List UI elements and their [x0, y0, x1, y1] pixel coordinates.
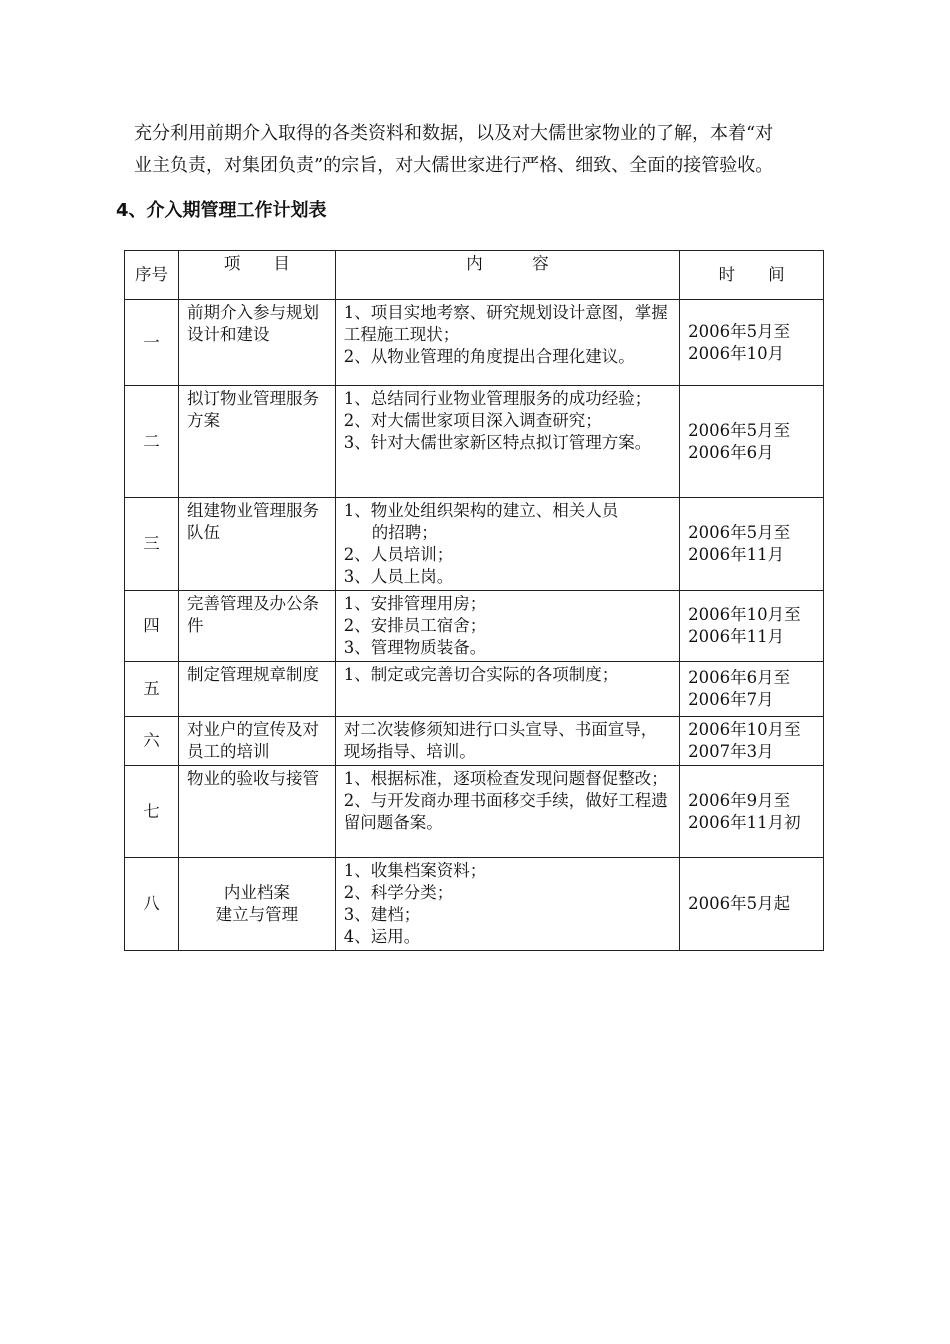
content-line: 1、总结同行业物业管理服务的成功经验； [343, 389, 652, 408]
content-line: 3、人员上岗。 [343, 567, 454, 586]
header-no: 序号 [125, 251, 179, 300]
row-no: 五 [125, 662, 179, 717]
item-line: 建立与管理 [215, 905, 299, 924]
content-line: 1、安排管理用房； [343, 594, 487, 613]
content-line: 1、收集档案资料； [343, 861, 487, 880]
content-line: 4、运用。 [343, 927, 421, 946]
content-line: 1、项目实地考察、研究规划设计意图，掌握工程施工现状； [343, 303, 668, 344]
time-line: 2006年11月 [688, 627, 785, 646]
row-no: 八 [125, 858, 179, 951]
row-item: 前期介入参与规划设计和建设 [178, 300, 335, 386]
section-heading: 4、介入期管理工作计划表 [116, 200, 327, 221]
time-line: 2007年3月 [688, 742, 774, 761]
table-row [125, 386, 824, 498]
content-line: 3、建档； [343, 905, 421, 924]
row-no: 一 [125, 300, 179, 386]
content-line: 2、与开发商办理书面移交手续，做好工程遗留问题备案。 [343, 791, 668, 832]
row-no: 七 [125, 766, 179, 858]
time-line: 2006年6月至 [688, 668, 791, 687]
row-item: 制定管理规章制度 [178, 662, 335, 717]
row-item: 拟订物业管理服务方案 [178, 386, 335, 498]
table-header-row [125, 251, 824, 300]
time-line: 2006年7月 [688, 690, 774, 709]
table-row [125, 300, 824, 386]
time-line: 2006年5月起 [688, 894, 791, 913]
row-time [680, 300, 824, 386]
row-item: 物业的验收与接管 [178, 766, 335, 858]
item-line: 内业档案 [223, 883, 290, 902]
row-no: 四 [125, 591, 179, 662]
row-time [680, 386, 824, 498]
header-time: 时 间 [680, 251, 824, 300]
content-line: 2、人员培训； [343, 545, 454, 564]
row-content [335, 717, 679, 766]
time-line: 2006年6月 [688, 442, 774, 462]
row-time [680, 498, 824, 591]
row-time [680, 766, 824, 858]
table-row [125, 858, 824, 951]
table-row [125, 766, 824, 858]
content-line: 1、制定或完善切合实际的各项制度； [343, 665, 619, 684]
row-content [335, 498, 679, 591]
row-no: 六 [125, 717, 179, 766]
content-line: 3、管理物质装备。 [343, 638, 487, 657]
row-content [335, 300, 679, 386]
row-content [335, 662, 679, 717]
table-row [125, 662, 824, 717]
content-line: 的招聘； [371, 523, 438, 542]
intro-paragraph [134, 118, 834, 182]
plan-table [124, 250, 824, 951]
row-content [335, 858, 679, 951]
row-item: 组建物业管理服务队伍 [178, 498, 335, 591]
time-line: 2006年11月初 [688, 812, 801, 832]
table-row [125, 717, 824, 766]
row-content [335, 386, 679, 498]
content-line: 2、从物业管理的角度提出合理化建议。 [343, 347, 635, 366]
time-line: 2006年10月至 [688, 720, 801, 739]
time-line: 2006年5月至 [688, 420, 791, 440]
time-line: 2006年5月至 [688, 321, 791, 341]
time-line: 2006年10月至 [688, 605, 801, 624]
content-line: 2、科学分类； [343, 883, 454, 902]
row-time [680, 662, 824, 717]
header-item: 项 目 [178, 251, 335, 300]
row-item: 对业户的宣传及对员工的培训 [178, 717, 335, 766]
time-line: 2006年9月至 [688, 790, 791, 810]
row-no: 二 [125, 386, 179, 498]
row-content [335, 766, 679, 858]
table-row [125, 498, 824, 591]
row-item: 完善管理及办公条件 [178, 591, 335, 662]
table-row [125, 591, 824, 662]
row-time [680, 591, 824, 662]
content-line: 1、根据标准，逐项检查发现问题督促整改； [343, 769, 668, 788]
intro-line-1: 充分利用前期介入取得的各类资料和数据，以及对大儒世家物业的了解，本着“对 [134, 123, 774, 144]
header-content: 内 容 [335, 251, 679, 300]
content-line: 对二次装修须知进行口头宣导、书面宣导，现场指导、培训。 [343, 720, 658, 761]
content-line: 1、物业处组织架构的建立、相关人员 [343, 501, 619, 520]
row-time [680, 858, 824, 951]
content-line: 2、安排员工宿舍； [343, 616, 487, 635]
row-content [335, 591, 679, 662]
time-line: 2006年5月至 [688, 523, 791, 542]
row-time [680, 717, 824, 766]
intro-line-2: 业主负责，对集团负责”的宗旨，对大儒世家进行严格、细致、全面的接管验收。 [134, 155, 774, 176]
time-line: 2006年11月 [688, 545, 785, 564]
content-line: 3、针对大儒世家新区特点拟订管理方案。 [343, 433, 652, 452]
row-item [178, 858, 335, 951]
time-line: 2006年10月 [688, 343, 785, 363]
row-no: 三 [125, 498, 179, 591]
content-line: 2、对大儒世家项目深入调查研究； [343, 411, 602, 430]
